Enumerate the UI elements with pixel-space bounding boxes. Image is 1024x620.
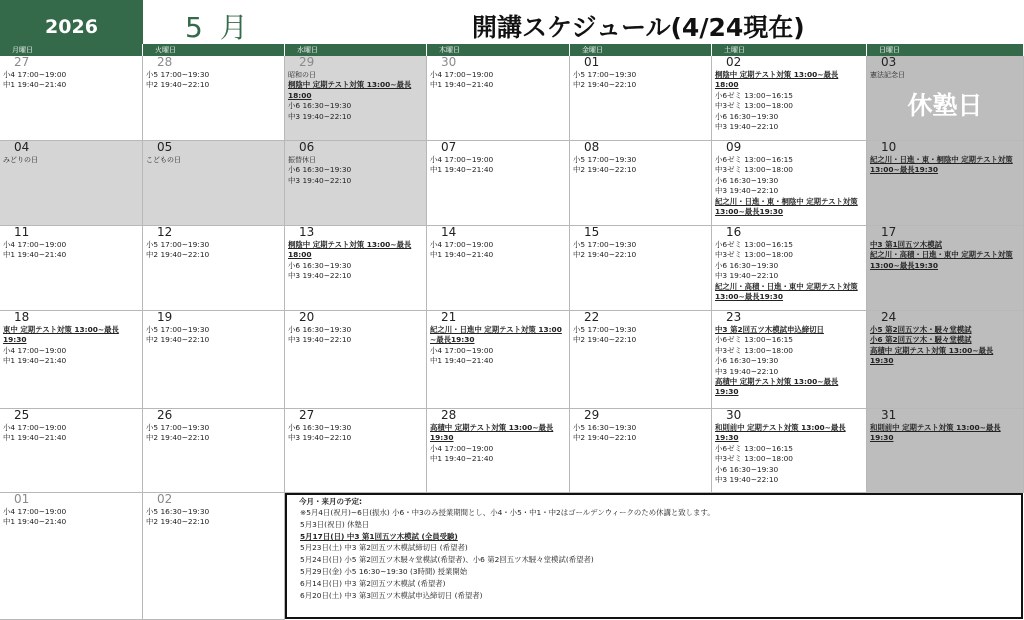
day-schedule (867, 70, 1023, 80)
day-number: 27 (299, 409, 315, 422)
day-number: 01 (14, 493, 30, 506)
day-schedule (867, 155, 1023, 176)
weekday-header-3: 木曜日 (427, 44, 570, 56)
special-event: 18:00 (288, 90, 312, 100)
day-schedule (712, 325, 866, 398)
class-time: 小4 17:00~19:00 (3, 423, 67, 432)
day-number: 28 (157, 56, 173, 69)
day-number: 19 (157, 311, 173, 324)
special-event: 13:00~最長19:30 (715, 292, 784, 302)
day-number: 09 (726, 141, 742, 154)
day-schedule (427, 155, 569, 176)
special-event: ~最長19:30 (430, 335, 475, 345)
class-time: 小4 17:00~19:00 (3, 345, 67, 355)
class-time: 中3 19:40~22:10 (715, 186, 779, 196)
day-number: 07 (441, 141, 457, 154)
special-event: 18:00 (715, 80, 739, 90)
class-time: 小6ゼミ 13:00~16:15 (715, 443, 794, 453)
class-time: 小4 17:00~19:00 (430, 155, 494, 164)
day-cell (427, 141, 570, 226)
special-event: 紀之川・高積・日進・東中 定期テスト対策 (715, 281, 858, 291)
special-event: 桐陰中 定期テスト対策 13:00~最長 (715, 70, 839, 79)
class-time: 小6 16:30~19:30 (715, 356, 779, 366)
day-schedule (143, 423, 284, 444)
day-schedule (0, 70, 142, 91)
class-time: 中2 19:40~22:10 (146, 517, 210, 527)
plan-item: ※5月4日(祝月)~6日(振水) 小6・中3のみ授業期間とし、小4・小5・中1・中2はゴールデンウィークのため休講と致します。 (300, 508, 715, 517)
day-schedule (570, 240, 711, 261)
day-cell (0, 311, 143, 409)
special-event: 東中 定期テスト対策 13:00~最長 (3, 325, 119, 334)
day-schedule (712, 240, 866, 302)
day-number: 21 (441, 311, 457, 324)
day-number: 15 (584, 226, 600, 239)
class-time: 小4 17:00~19:00 (3, 507, 67, 516)
day-schedule (0, 240, 142, 261)
day-schedule (143, 507, 284, 528)
day-number: 03 (881, 56, 897, 69)
plan-item: 5月24日(日) 小5 第2回五ツ木駸々堂模試(希望者)、小6 第2回五ツ木駸々堂模試(希望者) (300, 555, 594, 565)
class-time: 小6 16:30~19:30 (288, 325, 352, 334)
special-event: 和則前中 定期テスト対策 13:00~最長 (715, 423, 846, 432)
day-cell (285, 409, 427, 493)
plan-item: 5月29日(金) 小5 16:30~19:30 (3時間) 授業開始 (300, 566, 468, 576)
day-number: 11 (14, 226, 30, 239)
day-schedule (0, 423, 142, 444)
special-event: 小6 第2回五ツ木・駸々堂模試 (870, 335, 972, 345)
day-number: 05 (157, 141, 173, 154)
day-schedule (143, 70, 284, 91)
class-time: 中2 19:40~22:10 (573, 80, 637, 90)
class-time: 中3ゼミ 13:00~18:00 (715, 101, 794, 111)
plan-item: 5月23日(土) 中3 第2回五ツ木模試締切日 (希望者) (300, 543, 468, 553)
day-number: 13 (299, 226, 315, 239)
day-cell (867, 56, 1024, 141)
plan-item: 6月14日(日) 中3 第2回五ツ木模試 (希望者) (300, 578, 446, 588)
plan-item: 5月17日(日) 中3 第1回五ツ木模試 (全員受験) (300, 531, 458, 541)
class-time: 小5 17:00~19:30 (146, 70, 210, 79)
class-time: 小4 17:00~19:00 (3, 70, 67, 79)
day-schedule (570, 423, 711, 444)
special-event: 紀之川・日進・東・桐陰中 定期テスト対策 (870, 155, 1013, 164)
day-schedule (427, 240, 569, 261)
day-number: 10 (881, 141, 897, 154)
day-number: 23 (726, 311, 742, 324)
weekday-header-2: 水曜日 (285, 44, 427, 56)
month-label: 5 月 (185, 11, 252, 44)
day-number: 25 (14, 409, 30, 422)
plans-list (293, 507, 1015, 601)
day-schedule (143, 240, 284, 261)
day-schedule (867, 423, 1023, 444)
class-time: 小5 17:00~19:30 (573, 70, 637, 79)
page-title: 開講スケジュール(4/24現在) (472, 13, 805, 42)
closed-day-label: 休塾日 (907, 91, 983, 120)
day-cell (570, 141, 712, 226)
class-time: 小6 16:30~19:30 (288, 165, 352, 175)
day-number: 16 (726, 226, 742, 239)
day-number: 29 (299, 56, 315, 69)
day-cell (143, 311, 285, 409)
class-time: 中3ゼミ 13:00~18:00 (715, 165, 794, 175)
class-time: 中1 19:40~21:40 (430, 356, 494, 366)
day-cell (143, 226, 285, 311)
class-time: 小6 16:30~19:30 (715, 111, 779, 121)
weekday-header-4: 金曜日 (570, 44, 712, 56)
class-time: 小5 17:00~19:30 (573, 240, 637, 249)
class-time: 中2 19:40~22:10 (573, 165, 637, 175)
day-schedule (285, 423, 426, 444)
day-schedule (570, 155, 711, 176)
class-time: 小6 16:30~19:30 (288, 101, 352, 111)
day-schedule (427, 423, 569, 465)
day-number: 28 (441, 409, 457, 422)
class-time: 中3ゼミ 13:00~18:00 (715, 345, 794, 355)
day-cell (285, 141, 427, 226)
day-cell (867, 311, 1024, 409)
day-cell (143, 409, 285, 493)
day-schedule (285, 70, 426, 122)
day-cell (570, 409, 712, 493)
special-event: 18:00 (288, 250, 312, 260)
day-schedule (570, 325, 711, 346)
special-event: 紀之川・日進・東・桐陰中 定期テスト対策 (715, 196, 858, 206)
day-cell (427, 409, 570, 493)
class-time: 中2 19:40~22:10 (573, 433, 637, 443)
plan-item: 5月3日(祝日) 休塾日 (300, 519, 370, 529)
day-cell (867, 226, 1024, 311)
day-cell (712, 311, 867, 409)
day-number: 27 (14, 56, 30, 69)
holiday-name: こどもの日 (146, 156, 181, 164)
class-time: 小4 17:00~19:00 (430, 345, 494, 355)
day-cell (0, 409, 143, 493)
class-time: 小6ゼミ 13:00~16:15 (715, 90, 794, 100)
special-event: 紀之川・日進中 定期テスト対策 13:00 (430, 325, 562, 334)
special-event: 桐陰中 定期テスト対策 13:00~最長 (288, 80, 412, 90)
special-event: 高積中 定期テスト対策 13:00~最長 (870, 345, 994, 355)
class-time: 小4 17:00~19:00 (430, 70, 494, 79)
special-event: 小5 第2回五ツ木・駸々堂模試 (870, 325, 972, 334)
special-event: 高積中 定期テスト対策 13:00~最長 (430, 423, 554, 432)
day-cell (867, 409, 1024, 493)
class-time: 中1 19:40~21:40 (3, 80, 67, 90)
class-time: 小5 17:00~19:30 (146, 423, 210, 432)
class-time: 中1 19:40~21:40 (430, 80, 494, 90)
class-time: 中3 19:40~22:10 (715, 475, 779, 485)
day-schedule (867, 240, 1023, 271)
day-cell (867, 141, 1024, 226)
day-number: 18 (14, 311, 30, 324)
day-number: 17 (881, 226, 897, 239)
day-cell (0, 141, 143, 226)
day-number: 30 (726, 409, 742, 422)
day-cell (712, 56, 867, 141)
class-time: 中1 19:40~21:40 (3, 517, 67, 527)
class-time: 小5 17:00~19:30 (573, 325, 637, 334)
class-time: 中1 19:40~21:40 (3, 250, 67, 260)
day-cell (143, 493, 285, 620)
day-cell (712, 141, 867, 226)
day-schedule (285, 240, 426, 282)
class-time: 中3ゼミ 13:00~18:00 (715, 250, 794, 260)
class-time: 中1 19:40~21:40 (430, 454, 494, 464)
class-time: 中3 19:40~22:10 (288, 111, 352, 121)
weekday-header-6: 日曜日 (867, 44, 1024, 56)
class-time: 小4 17:00~19:00 (430, 240, 494, 249)
special-event: 19:30 (430, 433, 454, 443)
day-schedule (0, 325, 142, 367)
class-time: 小6 16:30~19:30 (715, 260, 779, 270)
day-schedule (143, 325, 284, 346)
day-cell (285, 226, 427, 311)
day-schedule (712, 70, 866, 132)
class-time: 小5 16:30~19:30 (146, 507, 210, 516)
day-cell (427, 226, 570, 311)
class-time: 小5 17:00~19:30 (573, 155, 637, 164)
special-event: 13:00~最長19:30 (870, 165, 939, 175)
special-event: 19:30 (870, 356, 894, 366)
holiday-name: 昭和の日 (288, 71, 316, 79)
day-number: 08 (584, 141, 600, 154)
class-time: 中1 19:40~21:40 (3, 356, 67, 366)
special-event: 中3 第1回五ツ木模試 (870, 240, 942, 249)
weekday-header-0: 月曜日 (0, 44, 143, 56)
day-number: 20 (299, 311, 315, 324)
day-cell (427, 56, 570, 141)
day-number: 01 (584, 56, 600, 69)
class-time: 小5 16:30~19:30 (573, 423, 637, 432)
day-cell (570, 56, 712, 141)
class-time: 中1 19:40~21:40 (430, 165, 494, 175)
day-number: 04 (14, 141, 30, 154)
day-number: 24 (881, 311, 897, 324)
special-event: 19:30 (3, 335, 27, 345)
special-event: 13:00~最長19:30 (715, 207, 784, 217)
class-time: 中2 19:40~22:10 (146, 335, 210, 345)
class-time: 小6 16:30~19:30 (715, 175, 779, 185)
day-cell (143, 141, 285, 226)
day-number: 14 (441, 226, 457, 239)
class-time: 小4 17:00~19:00 (3, 240, 67, 249)
plans-heading: 今月・来月の予定: (299, 497, 362, 506)
day-schedule (0, 507, 142, 528)
class-time: 小6ゼミ 13:00~16:15 (715, 155, 794, 164)
day-number: 31 (881, 409, 897, 422)
class-time: 中3 19:40~22:10 (715, 122, 779, 132)
day-cell (0, 56, 143, 141)
holiday-name: 振替休日 (288, 156, 316, 164)
day-cell (570, 226, 712, 311)
day-schedule (570, 70, 711, 91)
class-time: 小5 17:00~19:30 (146, 240, 210, 249)
class-time: 中3 19:40~22:10 (288, 271, 352, 281)
upcoming-plans-box (285, 493, 1023, 619)
day-cell (712, 226, 867, 311)
day-cell (143, 56, 285, 141)
class-time: 中3 19:40~22:10 (288, 433, 352, 443)
special-event: 19:30 (870, 433, 894, 443)
day-cell (285, 56, 427, 141)
weekday-header-5: 土曜日 (712, 44, 867, 56)
class-time: 小6ゼミ 13:00~16:15 (715, 240, 794, 249)
day-number: 26 (157, 409, 173, 422)
holiday-name: 憲法記念日 (870, 71, 905, 79)
day-number: 02 (726, 56, 742, 69)
day-schedule (0, 155, 142, 165)
class-time: 中2 19:40~22:10 (146, 80, 210, 90)
day-schedule (867, 325, 1023, 367)
day-schedule (427, 70, 569, 91)
plan-item: 6月20日(土) 中3 第3回五ツ木模試申込締切日 (希望者) (300, 590, 483, 600)
class-time: 中2 19:40~22:10 (146, 433, 210, 443)
class-time: 小5 17:00~19:30 (146, 325, 210, 334)
class-time: 中2 19:40~22:10 (573, 335, 637, 345)
special-event: 高積中 定期テスト対策 13:00~最長 (715, 377, 839, 387)
special-event: 19:30 (715, 433, 739, 443)
day-schedule (712, 423, 866, 485)
day-number: 22 (584, 311, 600, 324)
class-time: 小4 17:00~19:00 (430, 443, 494, 453)
class-time: 小6 16:30~19:30 (288, 260, 352, 270)
class-time: 中1 19:40~21:40 (3, 433, 67, 443)
day-cell (0, 493, 143, 620)
special-event: 桐陰中 定期テスト対策 13:00~最長 (288, 240, 412, 249)
weekday-header-1: 火曜日 (143, 44, 285, 56)
day-schedule (712, 155, 866, 217)
class-time: 中1 19:40~21:40 (430, 250, 494, 260)
year-label: 2026 (0, 0, 143, 44)
class-time: 中3 19:40~22:10 (715, 366, 779, 376)
class-time: 中3 19:40~22:10 (288, 335, 352, 345)
special-event: 19:30 (715, 387, 739, 397)
special-event: 和則前中 定期テスト対策 13:00~最長 (870, 423, 1001, 432)
day-schedule (285, 155, 426, 186)
class-time: 中2 19:40~22:10 (573, 250, 637, 260)
day-cell (712, 409, 867, 493)
day-schedule (143, 155, 284, 165)
day-cell (570, 311, 712, 409)
day-number: 29 (584, 409, 600, 422)
class-time: 中3 19:40~22:10 (288, 175, 352, 185)
class-time: 中3 19:40~22:10 (715, 271, 779, 281)
class-time: 中2 19:40~22:10 (146, 250, 210, 260)
day-number: 30 (441, 56, 457, 69)
special-event: 13:00~最長19:30 (870, 260, 939, 270)
day-schedule (285, 325, 426, 346)
day-cell (427, 311, 570, 409)
day-schedule (427, 325, 569, 367)
day-number: 02 (157, 493, 173, 506)
special-event: 紀之川・高積・日進・東中 定期テスト対策 (870, 250, 1013, 260)
class-time: 小6ゼミ 13:00~16:15 (715, 335, 794, 345)
class-time: 小6 16:30~19:30 (288, 423, 352, 432)
holiday-name: みどりの日 (3, 156, 38, 164)
class-time: 中3ゼミ 13:00~18:00 (715, 454, 794, 464)
day-number: 06 (299, 141, 315, 154)
class-time: 小6 16:30~19:30 (715, 464, 779, 474)
day-cell (285, 311, 427, 409)
special-event: 中3 第2回五ツ木模試申込締切日 (715, 325, 824, 334)
day-number: 12 (157, 226, 173, 239)
day-cell (0, 226, 143, 311)
